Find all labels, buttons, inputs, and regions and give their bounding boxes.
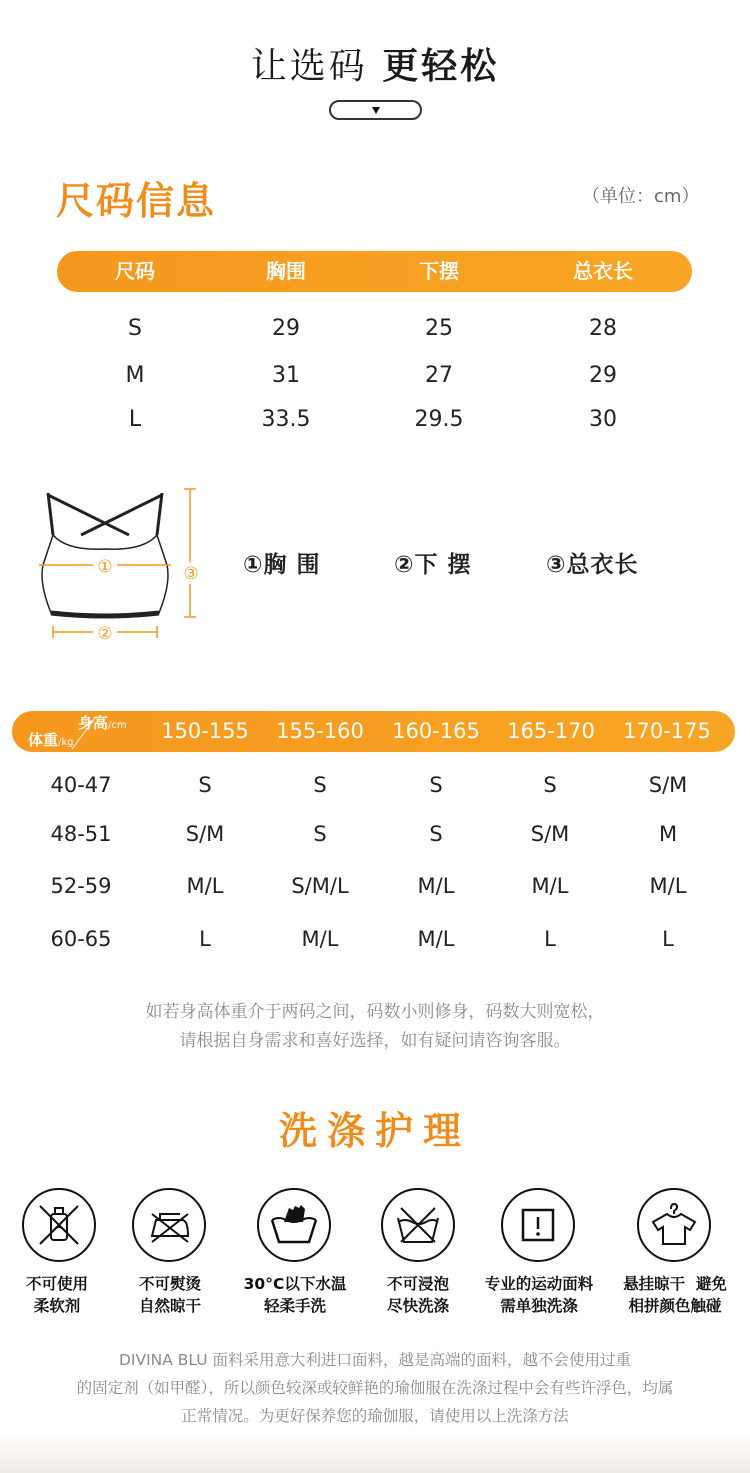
height-col-header: 170-175 [623,719,711,743]
table-cell: 29 [272,316,300,341]
height-weight-header [12,711,735,752]
table-cell: M/L [531,874,569,898]
height-col-header: 160-165 [392,719,480,743]
size-col-header: 下摆 [419,259,459,283]
table-cell: L [128,407,142,432]
care-label-no-soak: 不可浸泡 尽快洗涤 [386,1275,449,1315]
corner-height-label: 身高/cm [78,714,127,732]
weight-cell: 40-47 [50,773,112,797]
wash-separately-icon [501,1188,575,1262]
table-cell: S [429,773,443,797]
table-cell: 29.5 [414,407,464,432]
table-cell: M/L [301,927,339,951]
table-cell: 25 [425,316,453,341]
height-col-header: 150-155 [161,719,249,743]
care-label-wash-separately: 专业的运动面料 需单独洗涤 [484,1275,594,1315]
table-cell: 28 [589,316,617,341]
table-cell: M/L [417,874,455,898]
care-footer-line-3: 正常情况。为更好保养您的瑜伽服，请使用以上洗涤方法 [181,1407,569,1425]
table-cell: S [429,822,443,846]
weight-cell: 48-51 [50,822,112,846]
height-col-header: 155-160 [276,719,364,743]
table-cell: S [313,773,327,797]
care-label-no-iron: 不可熨烫 自然晾干 [138,1275,201,1315]
care-label-no-softener: 不可使用 柔软剂 [25,1275,88,1315]
size-col-header: 胸围 [266,259,306,283]
legend-hem: ②下 摆 [394,552,472,578]
sports-bra-outline [25,485,210,645]
care-footer-line-2: 的固定剂（如甲醛），所以颜色较深或较鲜艳的瑜伽服在洗涤过程中会有些许浮色，均属 [76,1379,674,1397]
corner-weight-label: 体重/kg [28,731,74,749]
caret-down-icon [372,107,380,114]
marker-chest: ① [97,557,113,577]
table-cell: 30 [589,407,617,432]
hand-wash-30-icon [257,1188,331,1262]
weight-cell: 52-59 [50,874,112,898]
table-cell: S [198,773,212,797]
bottom-fade [0,1433,750,1473]
size-table-header [57,251,692,292]
page-title [0,38,750,88]
table-cell: S [128,316,142,341]
no-softener-icon [22,1188,96,1262]
size-note-line-1: 如若身高体重介于两码之间，码数小则修身，码数大则宽松， [145,1002,605,1022]
care-footer-line-1: DIVINA BLU 面料采用意大利进口面料，越是高端的面料，越不会使用过重 [118,1351,632,1369]
size-info-title: 尺码信息 [56,179,217,223]
table-cell: 33.5 [261,407,311,432]
page-title-regular: 让选码 [250,46,368,87]
page-title-bold: 更轻松 [382,46,500,87]
table-cell: L [662,927,674,951]
care-title: 洗涤护理 [278,1109,471,1153]
no-iron-icon [132,1188,206,1262]
table-cell: S/M [530,822,570,846]
care-label-hand-wash: 30°C以下水温 轻柔手洗 [243,1275,347,1315]
table-cell: M [125,363,145,388]
size-note-line-2: 请根据自身需求和喜好选择，如有疑问请咨询客服。 [179,1031,571,1051]
table-cell: 27 [425,363,453,388]
garment-diagram [25,485,210,645]
care-label-hang-dry: 悬挂晾干 避免 相拼颜色触碰 [623,1275,727,1315]
table-cell: L [199,927,211,951]
table-cell: M/L [649,874,687,898]
table-cell: S [543,773,557,797]
table-cell: 29 [589,363,617,388]
marker-length: ③ [183,564,199,584]
table-cell: S/M/L [291,874,349,898]
size-col-header: 尺码 [115,259,155,283]
scroll-down-button[interactable] [329,100,422,120]
table-cell: L [544,927,556,951]
table-cell: M [658,822,678,846]
legend-chest: ①胸 围 [243,552,321,578]
marker-hem: ② [97,624,113,644]
weight-cell: 60-65 [50,927,112,951]
height-col-header: 165-170 [507,719,595,743]
table-cell: M/L [186,874,224,898]
unit-label: （单位：cm） [582,186,700,207]
hang-dry-icon [637,1188,711,1262]
legend-length: ③总衣长 [546,552,639,578]
no-soak-icon [381,1188,455,1262]
table-cell: 31 [272,363,300,388]
table-cell: S/M [648,773,688,797]
table-cell: S/M [185,822,225,846]
table-cell: S [313,822,327,846]
size-col-header: 总衣长 [573,259,633,283]
table-cell: M/L [417,927,455,951]
